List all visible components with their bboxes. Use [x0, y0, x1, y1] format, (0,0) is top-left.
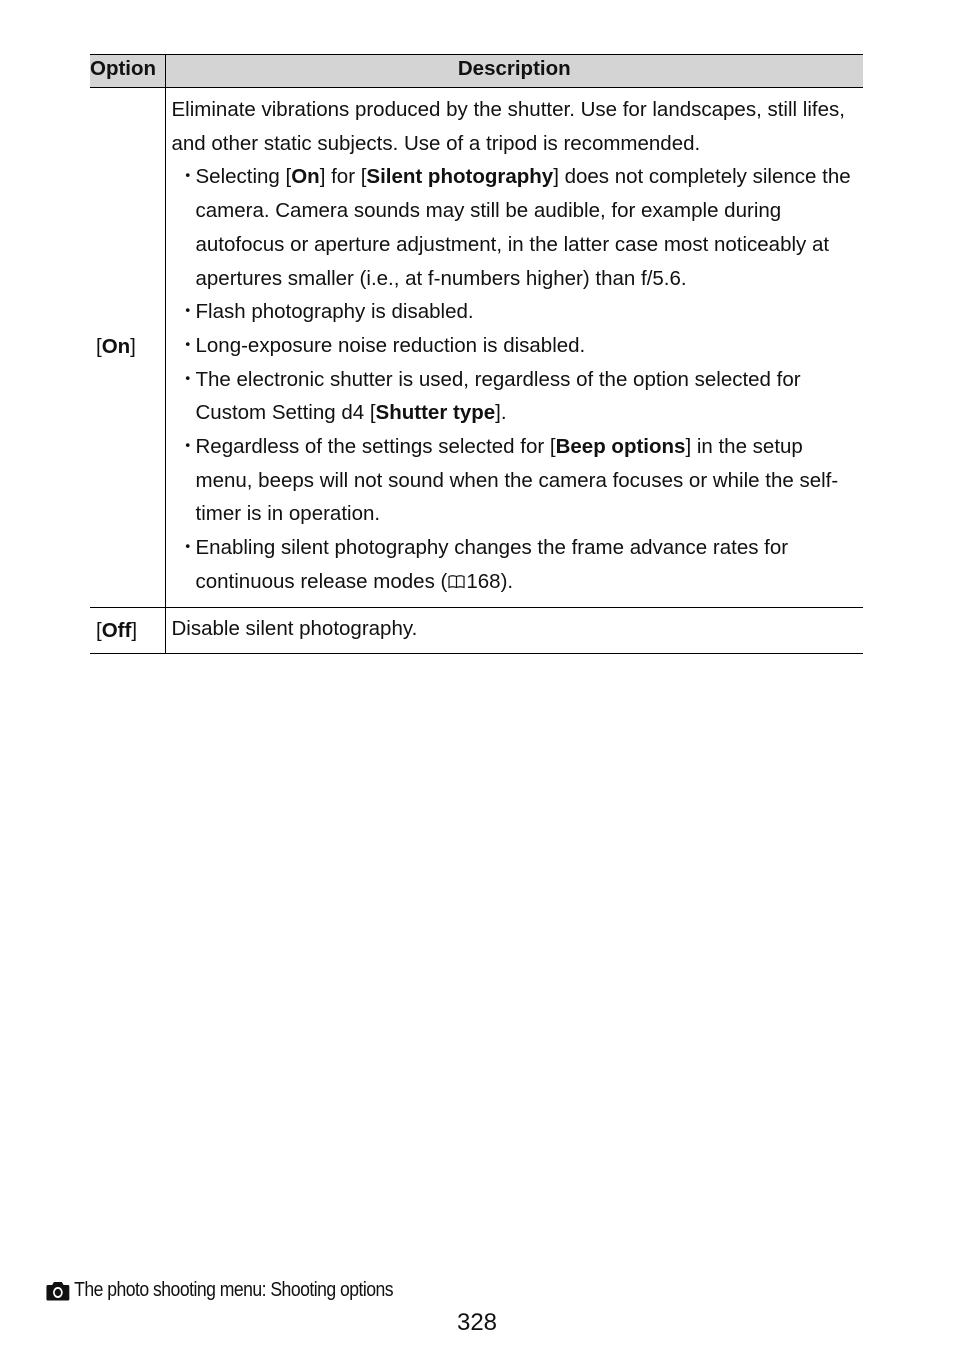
text: Selecting [: [195, 165, 292, 189]
book-reference-icon[interactable]: [448, 575, 465, 589]
table-row-on: [90, 88, 863, 608]
text: ] does not completely silence the camera. Camera sounds may still be audible, for example during autofocus or aperture adjustment, in the latter case most noticeably at apertures smaller (i.e., at f-numbers higher) than f/5.6.: [195, 165, 851, 290]
bracket-close: ]: [130, 335, 136, 359]
camera-icon: [46, 1281, 70, 1301]
bullet-dot: ・: [177, 367, 198, 391]
options-table: [90, 54, 863, 654]
bracket-open: [: [96, 335, 102, 359]
text: Flash photography is disabled.: [195, 300, 474, 324]
bullet-dot: ・: [177, 165, 198, 189]
option-on: [90, 88, 165, 608]
table-header-row: [90, 55, 863, 88]
bullet-list: [172, 160, 856, 598]
bracket-open: [: [96, 618, 102, 642]
footer-section: [46, 1279, 393, 1302]
bullet-item-flash: [172, 295, 856, 329]
bold-text: Silent photography: [366, 165, 554, 189]
bullet-dot: ・: [177, 333, 198, 357]
description-intro: Eliminate vibrations produced by the shutter. Use for landscapes, still lifes, and other static subjects. Use of a tripod is recommended.: [171, 98, 845, 155]
text: The electronic shutter is used, regardless of the option selected for Custom Setting d4 [: [195, 367, 801, 425]
bullet-item-electronic-shutter: [172, 363, 856, 430]
text: Enabling silent photography changes the frame advance rates for continuous release modes (: [195, 536, 789, 593]
footer-section-title[interactable]: The photo shooting menu: Shooting options: [74, 1279, 394, 1301]
bullet-dot: ・: [177, 300, 198, 324]
bold-text: Beep options: [555, 435, 686, 459]
header-option: Option: [90, 55, 165, 88]
text: Long-exposure noise reduction is disabled.: [195, 333, 586, 357]
text: ] in the setup menu, beeps will not sound when the camera focuses or while the self-timer is in operation.: [195, 435, 839, 526]
bold-text: On: [291, 165, 320, 189]
header-description: Description: [165, 55, 863, 88]
page-reference-link[interactable]: 168: [466, 569, 501, 593]
table-row-off: [90, 607, 863, 654]
text: ] for [: [319, 165, 367, 189]
option-off-label: Off: [101, 618, 132, 642]
option-off: [90, 607, 165, 654]
bullet-dot: ・: [177, 435, 198, 459]
bold-text: Shutter type: [375, 401, 496, 425]
text: Regardless of the settings selected for [: [195, 435, 556, 459]
text: ).: [500, 569, 514, 593]
bullet-item-noise-reduction: [172, 329, 856, 363]
bullet-dot: ・: [177, 536, 198, 560]
bullet-item-silent-photography: [172, 160, 856, 295]
bracket-close: ]: [131, 618, 138, 642]
bullet-item-beep: [172, 430, 856, 531]
page-number: 328: [456, 1309, 498, 1336]
bullet-item-frame-advance: [172, 531, 856, 598]
text: ].: [495, 401, 507, 425]
option-on-label: On: [101, 335, 131, 359]
description-on: [165, 88, 863, 608]
description-off: Disable silent photography.: [165, 607, 863, 654]
